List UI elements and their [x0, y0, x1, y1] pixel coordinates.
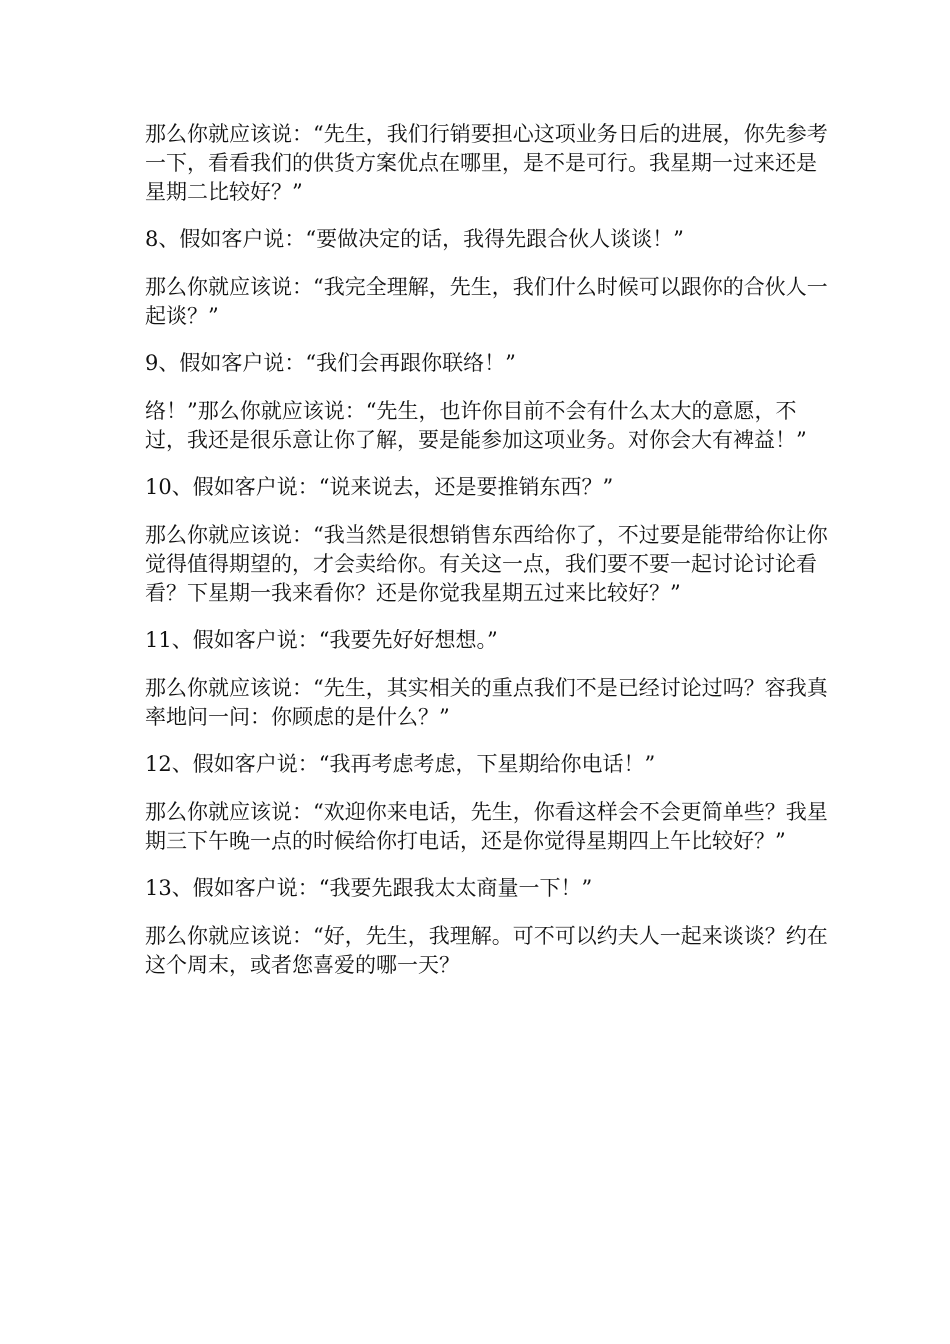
answer-paragraph: 那么你就应该说：“我当然是很想销售东西给你了，不过要是能带给你让你觉得值得期望的，才会卖给你。有关这一点，我们要不要一起讨论讨论看看？下星期一我来看你？还是你觉我星期五过来比较好？”: [145, 523, 828, 605]
question-paragraph: 8、假如客户说：“要做决定的话，我得先跟合伙人谈谈！”: [145, 227, 684, 251]
question-paragraph: 13、假如客户说：“我要先跟我太太商量一下！”: [145, 876, 593, 900]
answer-paragraph: 那么你就应该说：“好，先生，我理解。可不可以约夫人一起来谈谈？约在这个周末，或者您喜爱的哪一天？: [145, 924, 828, 977]
question-paragraph: 11、假如客户说：“我要先好好想想。”: [145, 628, 498, 652]
question-paragraph: 9、假如客户说：“我们会再跟你联络！”: [145, 351, 516, 375]
question-paragraph: 12、假如客户说：“我再考虑考虑，下星期给你电话！”: [145, 752, 656, 776]
question-paragraph: 10、假如客户说：“说来说去，还是要推销东西？”: [145, 475, 614, 499]
answer-paragraph: 那么你就应该说：“先生，我们行销要担心这项业务日后的进展，你先参考一下，看看我们的供货方案优点在哪里，是不是可行。我星期一过来还是星期二比较好？”: [145, 122, 828, 204]
answer-paragraph: 那么你就应该说：“欢迎你来电话，先生，你看这样会不会更简单些？我星期三下午晚一点的时候给你打电话，还是你觉得星期四上午比较好？”: [145, 800, 828, 853]
document-body: [145, 120, 835, 998]
answer-paragraph: 那么你就应该说：“先生，其实相关的重点我们不是已经讨论过吗？容我真率地问一问：你顾虑的是什么？”: [145, 676, 828, 729]
answer-paragraph: 那么你就应该说：“我完全理解，先生，我们什么时候可以跟你的合伙人一起谈？”: [145, 275, 828, 328]
answer-paragraph: 络！”那么你就应该说：“先生，也许你目前不会有什么太大的意愿，不过，我还是很乐意让你了解，要是能参加这项业务。对你会大有裨益！”: [145, 399, 807, 452]
